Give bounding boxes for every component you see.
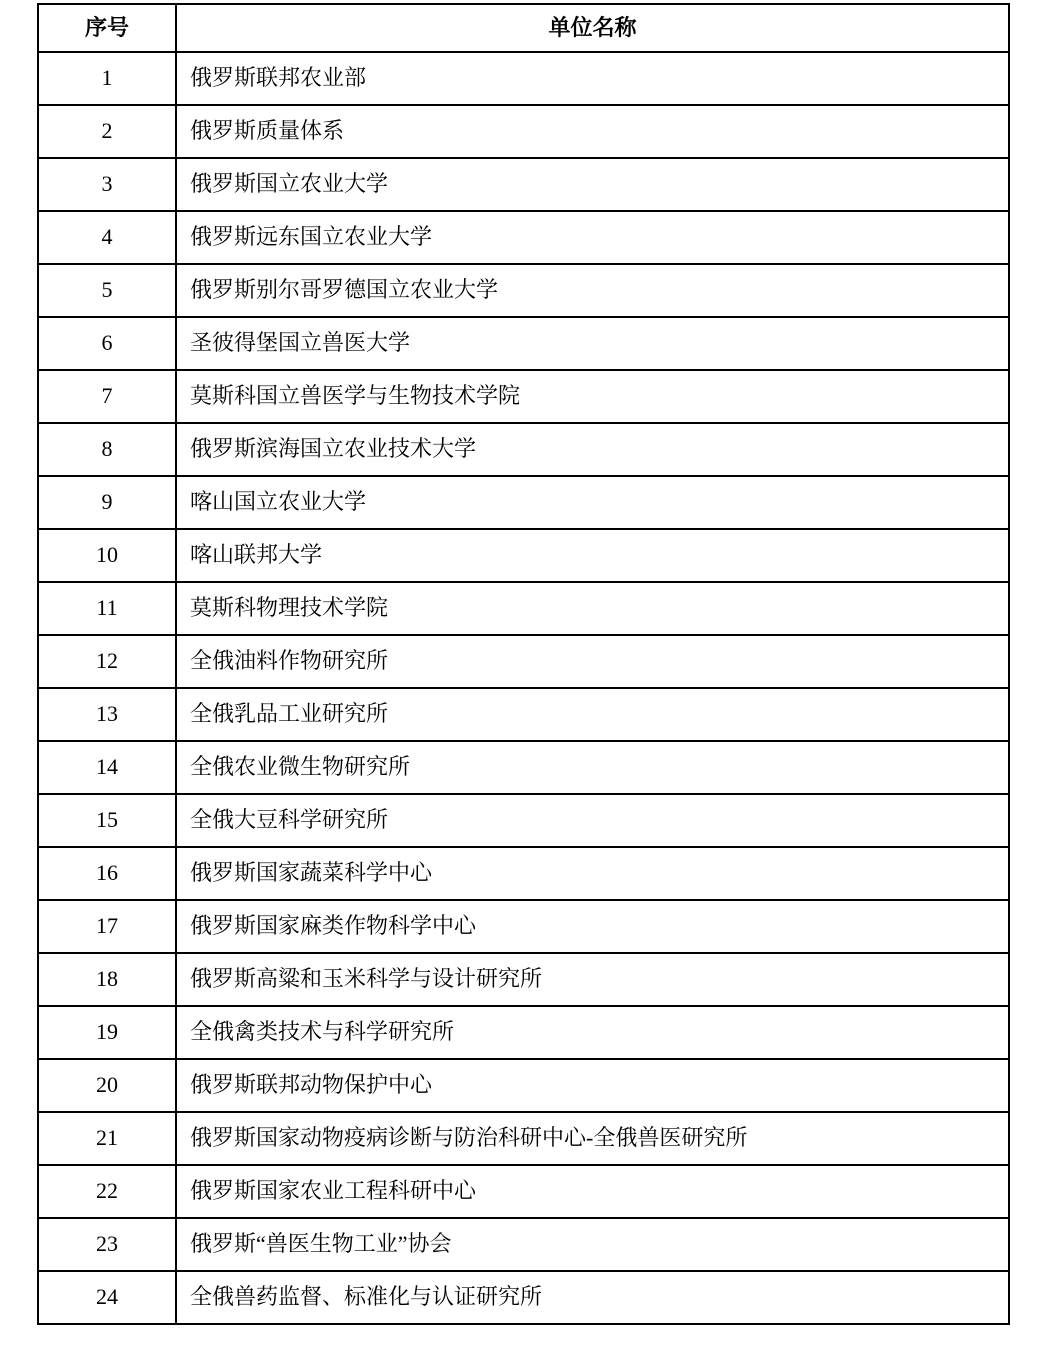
row-index: 19 <box>38 1006 176 1059</box>
row-unit-name: 全俄乳品工业研究所 <box>176 688 1009 741</box>
row-unit-name: 俄罗斯联邦动物保护中心 <box>176 1059 1009 1112</box>
row-unit-name: 喀山国立农业大学 <box>176 476 1009 529</box>
table-row <box>38 211 1009 264</box>
table-row <box>38 1112 1009 1165</box>
row-unit-name: 俄罗斯别尔哥罗德国立农业大学 <box>176 264 1009 317</box>
row-index: 15 <box>38 794 176 847</box>
table-row <box>38 688 1009 741</box>
row-index: 2 <box>38 105 176 158</box>
row-unit-name: 俄罗斯远东国立农业大学 <box>176 211 1009 264</box>
row-index: 3 <box>38 158 176 211</box>
table-row <box>38 370 1009 423</box>
table-row <box>38 1165 1009 1218</box>
row-unit-name: 俄罗斯国家农业工程科研中心 <box>176 1165 1009 1218</box>
row-index: 9 <box>38 476 176 529</box>
row-index: 23 <box>38 1218 176 1271</box>
row-unit-name: 莫斯科国立兽医学与生物技术学院 <box>176 370 1009 423</box>
row-index: 22 <box>38 1165 176 1218</box>
row-unit-name: 俄罗斯国家蔬菜科学中心 <box>176 847 1009 900</box>
row-unit-name: 俄罗斯国家动物疫病诊断与防治科研中心-全俄兽医研究所 <box>176 1112 1009 1165</box>
row-unit-name: 莫斯科物理技术学院 <box>176 582 1009 635</box>
table-row <box>38 1218 1009 1271</box>
table-row <box>38 529 1009 582</box>
table-row <box>38 741 1009 794</box>
row-index: 13 <box>38 688 176 741</box>
table-row <box>38 52 1009 105</box>
table-row <box>38 158 1009 211</box>
row-unit-name: 俄罗斯国家麻类作物科学中心 <box>176 900 1009 953</box>
row-unit-name: 俄罗斯滨海国立农业技术大学 <box>176 423 1009 476</box>
row-unit-name: 全俄大豆科学研究所 <box>176 794 1009 847</box>
table-row <box>38 105 1009 158</box>
table-row <box>38 317 1009 370</box>
table-row <box>38 1006 1009 1059</box>
row-index: 10 <box>38 529 176 582</box>
table-row <box>38 847 1009 900</box>
table-row <box>38 476 1009 529</box>
row-index: 4 <box>38 211 176 264</box>
row-index: 17 <box>38 900 176 953</box>
table-row <box>38 264 1009 317</box>
row-unit-name: 俄罗斯国立农业大学 <box>176 158 1009 211</box>
table-row <box>38 794 1009 847</box>
table-row <box>38 1271 1009 1324</box>
table-row <box>38 423 1009 476</box>
row-index: 18 <box>38 953 176 1006</box>
row-index: 20 <box>38 1059 176 1112</box>
table-header-row <box>38 4 1009 52</box>
row-index: 24 <box>38 1271 176 1324</box>
row-index: 6 <box>38 317 176 370</box>
row-index: 5 <box>38 264 176 317</box>
row-index: 1 <box>38 52 176 105</box>
row-unit-name: 俄罗斯高粱和玉米科学与设计研究所 <box>176 953 1009 1006</box>
row-unit-name: 全俄兽药监督、标准化与认证研究所 <box>176 1271 1009 1324</box>
row-unit-name: 全俄油料作物研究所 <box>176 635 1009 688</box>
header-unit-name: 单位名称 <box>176 4 1009 52</box>
row-unit-name: 全俄禽类技术与科学研究所 <box>176 1006 1009 1059</box>
row-index: 14 <box>38 741 176 794</box>
table-row <box>38 582 1009 635</box>
row-index: 21 <box>38 1112 176 1165</box>
table-row <box>38 1059 1009 1112</box>
row-index: 8 <box>38 423 176 476</box>
row-unit-name: 俄罗斯联邦农业部 <box>176 52 1009 105</box>
row-index: 7 <box>38 370 176 423</box>
row-unit-name: 喀山联邦大学 <box>176 529 1009 582</box>
header-index: 序号 <box>38 4 176 52</box>
row-index: 11 <box>38 582 176 635</box>
row-unit-name: 圣彼得堡国立兽医大学 <box>176 317 1009 370</box>
table-row <box>38 635 1009 688</box>
row-unit-name: 全俄农业微生物研究所 <box>176 741 1009 794</box>
unit-table <box>37 3 1010 1325</box>
row-index: 12 <box>38 635 176 688</box>
row-unit-name: 俄罗斯质量体系 <box>176 105 1009 158</box>
table-row <box>38 953 1009 1006</box>
row-unit-name: 俄罗斯“兽医生物工业”协会 <box>176 1218 1009 1271</box>
table-row <box>38 900 1009 953</box>
row-index: 16 <box>38 847 176 900</box>
